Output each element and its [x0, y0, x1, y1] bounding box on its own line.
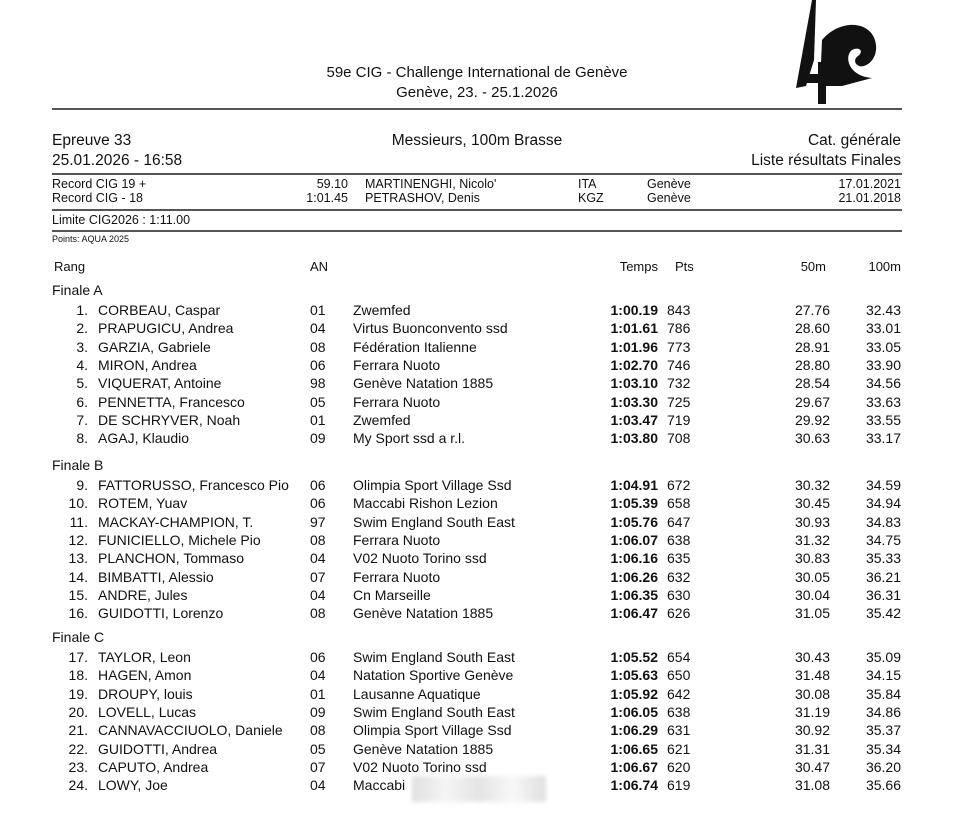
result-year: 04: [310, 550, 326, 567]
result-name: PLANCHON, Tommaso: [98, 550, 245, 567]
result-split-100m: 34.83: [865, 513, 901, 530]
result-split-100m: 34.86: [865, 703, 901, 720]
result-split-50m: 30.08: [794, 685, 830, 702]
result-split-100m: 35.42: [865, 605, 901, 622]
result-split-50m: 30.63: [794, 430, 830, 447]
result-row: [0, 357, 954, 375]
result-rank: 5.: [76, 375, 88, 392]
result-split-50m: 29.67: [794, 393, 830, 410]
result-points: 650: [667, 667, 691, 684]
result-rank: 11.: [69, 513, 88, 530]
result-name: TAYLOR, Leon: [98, 649, 191, 665]
result-year: 04: [310, 586, 326, 603]
result-rank: 2.: [76, 320, 88, 337]
result-split-50m: 31.48: [794, 667, 830, 684]
result-row: [0, 686, 954, 704]
result-split-100m: 35.34: [865, 740, 901, 757]
result-row: [0, 477, 954, 495]
result-rank: 1.: [76, 302, 88, 318]
result-points: 638: [667, 531, 691, 548]
result-time: 1:06.16: [610, 550, 658, 567]
result-year: 06: [310, 477, 326, 493]
meet-place-dates: Genève, 23. - 25.1.2026: [396, 84, 558, 101]
result-split-50m: 30.04: [794, 586, 830, 603]
result-split-50m: 30.92: [794, 722, 830, 739]
result-name: PRAPUGICU, Andrea: [98, 320, 234, 337]
result-points: 773: [667, 338, 691, 355]
result-row: [0, 514, 954, 532]
result-name: ROTEM, Yuav: [98, 495, 188, 512]
result-split-100m: 32.43: [865, 302, 901, 318]
result-rank: 6.: [76, 393, 88, 410]
result-points: 619: [667, 777, 691, 794]
result-club: V02 Nuoto Torino ssd: [353, 550, 487, 567]
cig-logo-icon: [792, 0, 884, 104]
result-row: [0, 741, 954, 759]
record-date: 21.01.2018: [838, 191, 901, 205]
result-year: 06: [310, 649, 326, 665]
result-split-100m: 34.56: [865, 375, 901, 392]
result-points: 630: [667, 586, 691, 603]
divider: [52, 173, 902, 175]
result-row: [0, 532, 954, 550]
points-table: Points: AQUA 2025: [52, 234, 130, 244]
result-row: [0, 495, 954, 513]
result-points: 635: [667, 550, 691, 567]
result-points: 719: [667, 411, 691, 428]
column-headers: [0, 259, 954, 277]
result-rank: 19.: [68, 685, 88, 702]
result-year: 04: [310, 667, 326, 684]
result-name: BIMBATTI, Alessio: [98, 568, 214, 585]
result-split-50m: 29.92: [794, 411, 830, 428]
record-time: 59.10: [316, 177, 348, 191]
record-nation: ITA: [578, 177, 597, 191]
result-name: MACKAY-CHAMPION, T.: [98, 513, 254, 530]
col-year: AN: [310, 259, 329, 274]
result-points: 621: [667, 740, 691, 757]
result-club: Swim England South East: [353, 703, 515, 720]
result-split-100m: 36.21: [865, 568, 901, 585]
result-split-100m: 36.20: [865, 758, 901, 775]
result-name: AGAJ, Klaudio: [98, 430, 190, 447]
result-rank: 13.: [68, 550, 88, 567]
result-split-50m: 30.83: [794, 550, 830, 567]
result-points: 620: [667, 758, 691, 775]
result-rank: 22.: [68, 740, 88, 757]
result-rank: 20.: [68, 703, 88, 720]
result-rank: 9.: [76, 477, 88, 493]
result-time: 1:03.47: [610, 411, 658, 428]
result-club: Zwemfed: [353, 302, 411, 318]
result-name: CANNAVACCIUOLO, Daniele: [98, 722, 283, 739]
result-name: GUIDOTTI, Andrea: [98, 740, 218, 757]
result-rank: 17.: [68, 649, 88, 665]
result-points: 647: [667, 513, 691, 530]
result-row: [0, 569, 954, 587]
result-split-50m: 28.60: [794, 320, 830, 337]
result-split-50m: 31.31: [794, 740, 830, 757]
result-club: Natation Sportive Genève: [353, 667, 514, 684]
result-name: LOVELL, Lucas: [98, 703, 197, 720]
col-split50: 50m: [800, 259, 826, 274]
result-row: [0, 430, 954, 448]
result-points: 631: [667, 722, 691, 739]
result-name: PENNETTA, Francesco: [98, 393, 245, 410]
result-time: 1:06.47: [610, 605, 658, 622]
result-split-100m: 33.05: [865, 338, 901, 355]
result-time: 1:05.63: [610, 667, 658, 684]
result-club: Zwemfed: [353, 411, 411, 428]
result-name: DROUPY, louis: [98, 685, 193, 702]
result-rank: 15.: [68, 586, 88, 603]
result-year: 08: [310, 722, 326, 739]
result-club: Ferrara Nuoto: [353, 531, 441, 548]
result-time: 1:01.96: [610, 338, 658, 355]
result-split-50m: 30.32: [794, 477, 830, 493]
result-split-100m: 34.94: [865, 495, 901, 512]
result-points: 654: [667, 649, 691, 665]
result-club: Ferrara Nuoto: [353, 356, 441, 373]
result-time: 1:04.91: [610, 477, 658, 493]
event-datetime: 25.01.2026 - 16:58: [52, 152, 183, 169]
result-split-100m: 33.63: [865, 393, 901, 410]
result-rank: 4.: [76, 356, 88, 373]
result-points: 843: [667, 302, 691, 318]
result-time: 1:05.76: [610, 513, 658, 530]
event-number: Epreuve 33: [52, 132, 132, 149]
result-club: Maccabi: [353, 777, 406, 794]
result-name: HAGEN, Amon: [98, 667, 192, 684]
result-split-50m: 31.05: [794, 605, 830, 622]
result-time: 1:02.70: [610, 356, 658, 373]
result-club: Genève Natation 1885: [353, 375, 494, 392]
section-title: Finale C: [52, 629, 105, 645]
result-split-100m: 35.66: [865, 777, 901, 794]
divider: [52, 230, 902, 232]
result-points: 746: [667, 356, 691, 373]
result-year: 09: [310, 703, 326, 720]
record-place: Genève: [647, 177, 691, 191]
result-club: Olimpia Sport Village Ssd: [353, 722, 512, 739]
result-name: MIRON, Andrea: [98, 356, 197, 373]
result-club: Swim England South East: [353, 513, 515, 530]
result-name: DE SCHRYVER, Noah: [98, 411, 241, 428]
record-date: 17.01.2021: [838, 177, 901, 191]
result-time: 1:03.30: [610, 393, 658, 410]
result-club: Swim England South East: [353, 649, 515, 665]
result-name: VIQUERAT, Antoine: [98, 375, 222, 392]
record-nation: KGZ: [578, 191, 604, 205]
result-name: LOWY, Joe: [98, 777, 168, 794]
result-split-100m: 35.33: [865, 550, 901, 567]
record-place: Genève: [647, 191, 691, 205]
result-time: 1:06.05: [610, 703, 658, 720]
result-club: Fédération Italienne: [353, 338, 477, 355]
result-club: Olimpia Sport Village Ssd: [353, 477, 512, 493]
result-time: 1:06.26: [610, 568, 658, 585]
result-row: [0, 605, 954, 623]
result-rank: 3.: [76, 338, 88, 355]
result-name: GARZIA, Gabriele: [98, 338, 211, 355]
result-time: 1:00.19: [610, 302, 658, 318]
result-time: 1:06.67: [610, 758, 658, 775]
result-row: [0, 375, 954, 393]
result-club: Ferrara Nuoto: [353, 393, 441, 410]
result-rank: 7.: [76, 411, 88, 428]
record-label: Record CIG - 18: [52, 191, 144, 205]
result-rank: 12.: [68, 531, 88, 548]
result-split-100m: 33.17: [865, 430, 901, 447]
result-name: FUNICIELLO, Michele Pio: [98, 531, 261, 548]
result-points: 658: [667, 495, 691, 512]
result-rank: 18.: [68, 667, 88, 684]
result-club: Cn Marseille: [353, 586, 431, 603]
result-split-50m: 28.54: [794, 375, 830, 392]
section-title: Finale B: [52, 457, 104, 473]
result-time: 1:06.07: [610, 531, 658, 548]
result-row: [0, 649, 954, 667]
result-club: Ferrara Nuoto: [353, 568, 441, 585]
result-split-100m: 34.59: [865, 477, 901, 493]
result-year: 06: [310, 495, 326, 512]
divider: [52, 209, 902, 211]
col-points: Pts: [675, 259, 694, 274]
result-split-50m: 30.47: [794, 758, 830, 775]
result-year: 07: [310, 758, 326, 775]
col-split100: 100m: [868, 259, 901, 274]
meet-title: 59e CIG - Challenge International de Genève: [326, 64, 628, 81]
result-time: 1:03.80: [610, 430, 658, 447]
result-rank: 21.: [68, 722, 88, 739]
result-split-50m: 30.93: [794, 513, 830, 530]
result-year: 09: [310, 430, 326, 447]
result-club: My Sport ssd a r.l.: [353, 430, 466, 447]
divider: [52, 108, 902, 110]
result-year: 07: [310, 568, 326, 585]
result-year: 04: [310, 777, 326, 794]
result-split-50m: 28.80: [794, 356, 830, 373]
result-year: 08: [310, 531, 326, 548]
result-year: 08: [310, 338, 326, 355]
event-name: Messieurs, 100m Brasse: [391, 132, 563, 149]
result-name: CAPUTO, Andrea: [98, 758, 209, 775]
result-club: Maccabi Rishon Lezion: [353, 495, 498, 512]
result-split-50m: 31.19: [794, 703, 830, 720]
result-year: 08: [310, 605, 326, 622]
result-points: 732: [667, 375, 691, 392]
result-row: [0, 320, 954, 338]
result-year: 05: [310, 740, 326, 757]
result-split-50m: 30.05: [794, 568, 830, 585]
result-row: [0, 704, 954, 722]
result-split-50m: 30.45: [794, 495, 830, 512]
result-split-100m: 34.75: [865, 531, 901, 548]
result-row: [0, 394, 954, 412]
result-rank: 10.: [68, 495, 88, 512]
record-holder: PETRASHOV, Denis: [365, 191, 480, 205]
result-split-100m: 34.15: [865, 667, 901, 684]
record-label: Record CIG 19 +: [52, 177, 147, 191]
result-split-50m: 30.43: [794, 649, 830, 665]
result-split-100m: 33.90: [865, 356, 901, 373]
result-rank: 14.: [68, 568, 88, 585]
result-name: GUIDOTTI, Lorenzo: [98, 605, 224, 622]
result-year: 04: [310, 320, 326, 337]
result-year: 01: [310, 411, 326, 428]
result-year: 01: [310, 302, 326, 318]
result-row: [0, 587, 954, 605]
result-row: [0, 412, 954, 430]
result-club: Genève Natation 1885: [353, 740, 494, 757]
event-category: Cat. générale: [807, 132, 901, 149]
result-name: ANDRE, Jules: [98, 586, 188, 603]
event-list-type: Liste résultats Finales: [751, 152, 901, 169]
result-time: 1:05.92: [610, 685, 658, 702]
qualifying-limit: Limite CIG2026 : 1:11.00: [52, 213, 191, 227]
result-year: 97: [310, 513, 326, 530]
result-row: [0, 759, 954, 777]
col-rank: Rang: [54, 259, 86, 274]
result-club: V02 Nuoto Torino ssd: [353, 758, 487, 775]
obscured-text: [412, 776, 546, 802]
result-split-50m: 27.76: [794, 302, 830, 318]
result-row: [0, 722, 954, 740]
result-club: Genève Natation 1885: [353, 605, 494, 622]
result-name: FATTORUSSO, Francesco Pio: [98, 477, 289, 493]
result-time: 1:05.52: [610, 649, 658, 665]
result-time: 1:03.10: [610, 375, 658, 392]
result-club: Virtus Buonconvento ssd: [353, 320, 508, 337]
result-year: 06: [310, 356, 326, 373]
result-split-50m: 28.91: [794, 338, 830, 355]
result-year: 01: [310, 685, 326, 702]
record-holder: MARTINENGHI, Nicolo': [365, 177, 497, 191]
result-split-50m: 31.32: [794, 531, 830, 548]
result-points: 642: [667, 685, 691, 702]
result-points: 708: [667, 430, 691, 447]
result-points: 786: [667, 320, 691, 337]
result-year: 98: [310, 375, 326, 392]
result-split-100m: 36.31: [865, 586, 901, 603]
result-points: 725: [667, 393, 691, 410]
result-points: 638: [667, 703, 691, 720]
result-split-100m: 33.55: [865, 411, 901, 428]
result-name: CORBEAU, Caspar: [98, 302, 221, 318]
result-row: [0, 667, 954, 685]
result-split-100m: 35.37: [865, 722, 901, 739]
result-row: [0, 339, 954, 357]
result-rank: 24.: [68, 777, 88, 794]
result-split-100m: 33.01: [865, 320, 901, 337]
result-year: 05: [310, 393, 326, 410]
result-points: 626: [667, 605, 691, 622]
result-time: 1:06.35: [610, 586, 658, 603]
result-split-100m: 35.84: [865, 685, 901, 702]
result-time: 1:06.29: [610, 722, 658, 739]
result-rank: 23.: [68, 758, 88, 775]
section-title: Finale A: [52, 282, 103, 298]
result-time: 1:06.65: [610, 740, 658, 757]
col-time: Temps: [619, 259, 658, 274]
result-time: 1:06.74: [610, 777, 658, 794]
result-rank: 16.: [68, 605, 88, 622]
result-time: 1:01.61: [610, 320, 658, 337]
result-club: Lausanne Aquatique: [353, 685, 481, 702]
result-rank: 8.: [76, 430, 88, 447]
result-split-100m: 35.09: [865, 649, 901, 665]
result-points: 672: [667, 477, 691, 493]
result-time: 1:05.39: [610, 495, 658, 512]
result-points: 632: [667, 568, 691, 585]
result-row: [0, 302, 954, 320]
record-time: 1:01.45: [306, 191, 348, 205]
result-row: [0, 550, 954, 568]
result-split-50m: 31.08: [794, 777, 830, 794]
